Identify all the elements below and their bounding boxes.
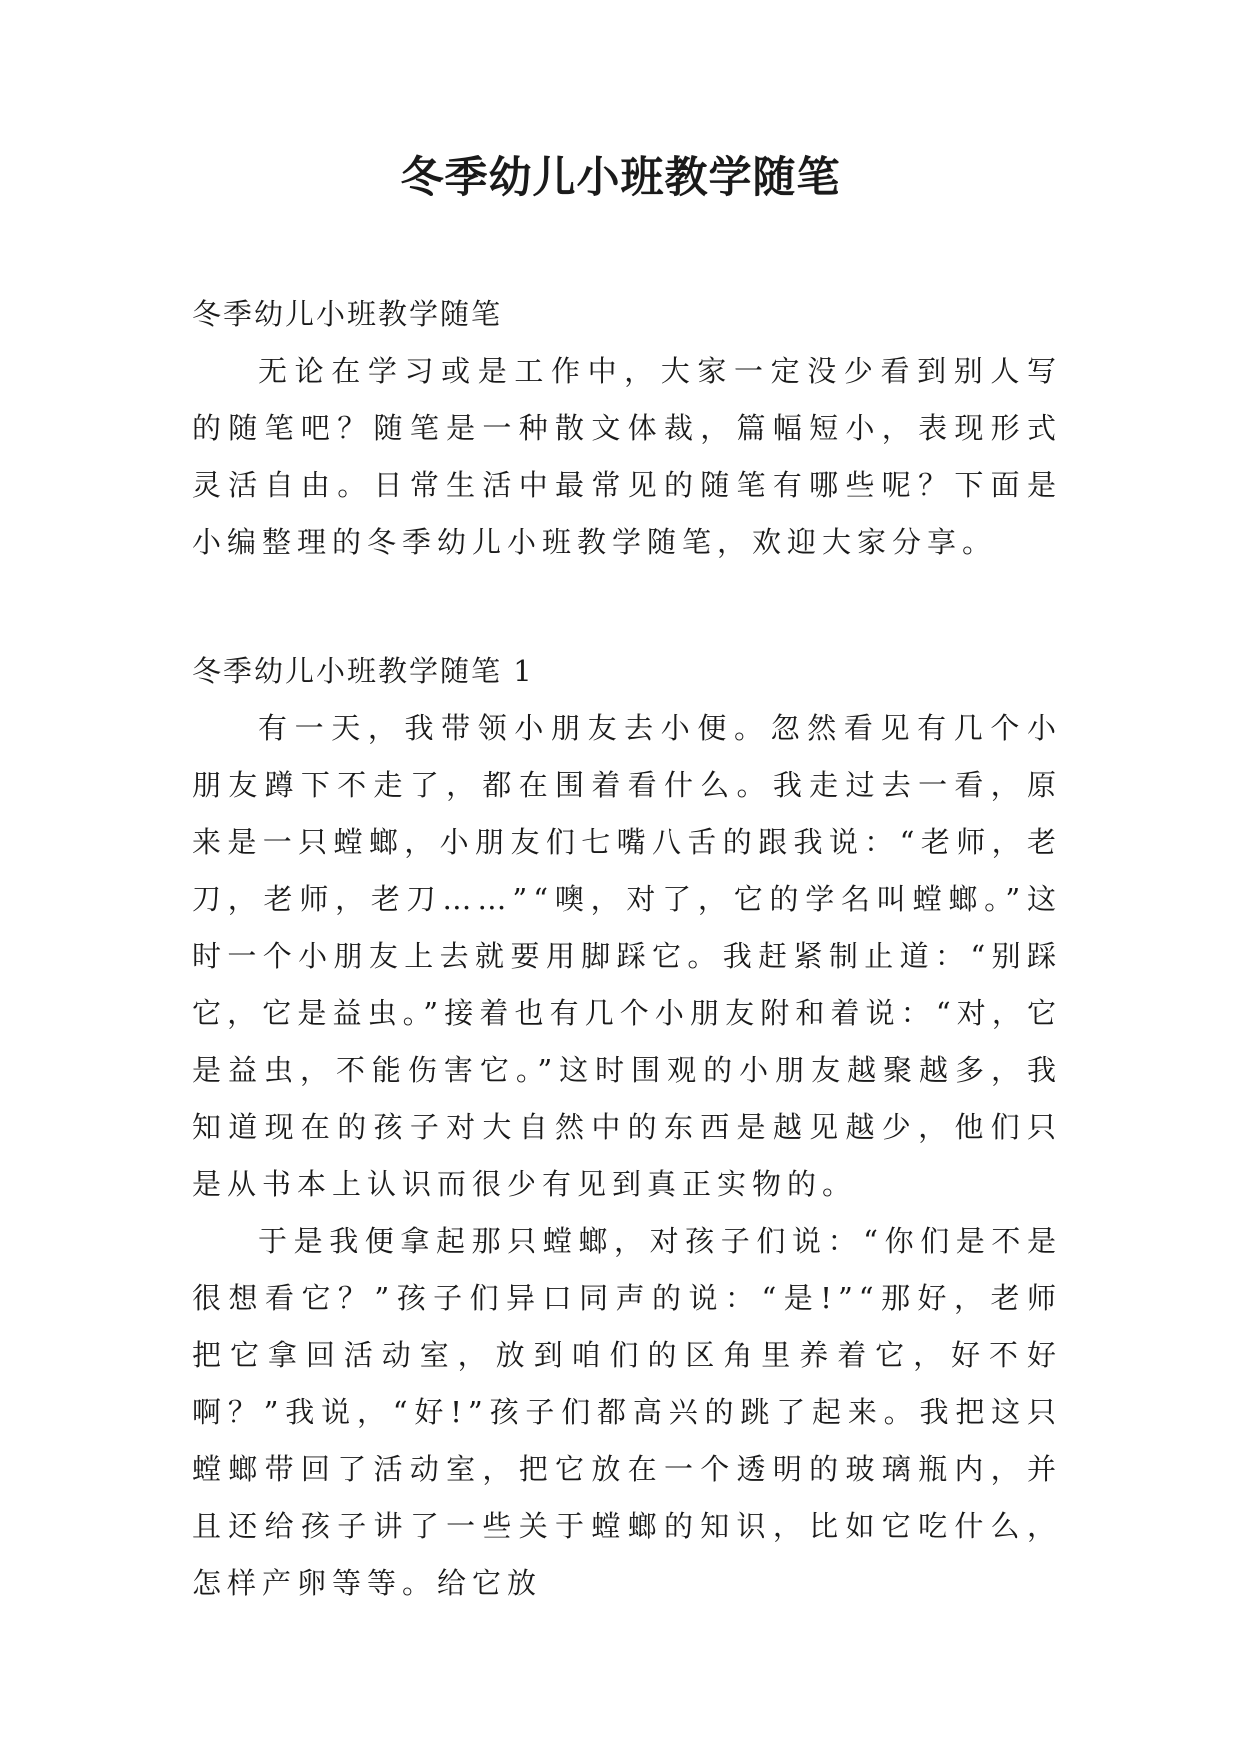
intro-paragraph: 无论在学习或是工作中，大家一定没少看到别人写的随笔吧？随笔是一种散文体裁，篇幅短小，表现形式灵活自由。日常生活中最常见的随笔有哪些呢？下面是小编整理的冬季幼儿小班教学随笔，欢迎大家分享。 (192, 354, 1062, 559)
section-spacer (192, 571, 1062, 643)
section-1-paragraph-2: 于是我便拿起那只螳螂，对孩子们说：“你们是不是很想看它？”孩子们异口同声的说：“是!”“那好，老师把它拿回活动室，放到咱们的区角里养着它，好不好啊？”我说，“好!”孩子们都高兴的跳了起来。我把这只螳螂带回了活动室，把它放在一个透明的玻璃瓶内，并且还给孩子讲了一些关于螳螂的知识，比如它吃什么，怎样产卵等等。给它放 (192, 1224, 1062, 1600)
document-title: 冬季幼儿小班教学随笔 (400, 153, 841, 203)
document-body (192, 286, 1062, 1612)
section-heading-1: 冬季幼儿小班教学随笔 1 (192, 654, 534, 688)
section-1-paragraph-1: 有一天，我带领小朋友去小便。忽然看见有几个小朋友蹲下不走了，都在围着看什么。我走过去一看，原来是一只螳螂，小朋友们七嘴八舌的跟我说：“老师，老刀，老师，老刀……”“噢，对了，它的学名叫螳螂。”这时一个小朋友上去就要用脚踩它。我赶紧制止道：“别踩它，它是益虫。”接着也有几个小朋友附和着说：“对，它是益虫，不能伤害它。”这时围观的小朋友越聚越多，我知道现在的孩子对大自然中的东西是越见越少，他们只是从书本上认识而很少有见到真正实物的。 (192, 711, 1062, 1201)
intro-heading: 冬季幼儿小班教学随笔 (192, 297, 503, 331)
